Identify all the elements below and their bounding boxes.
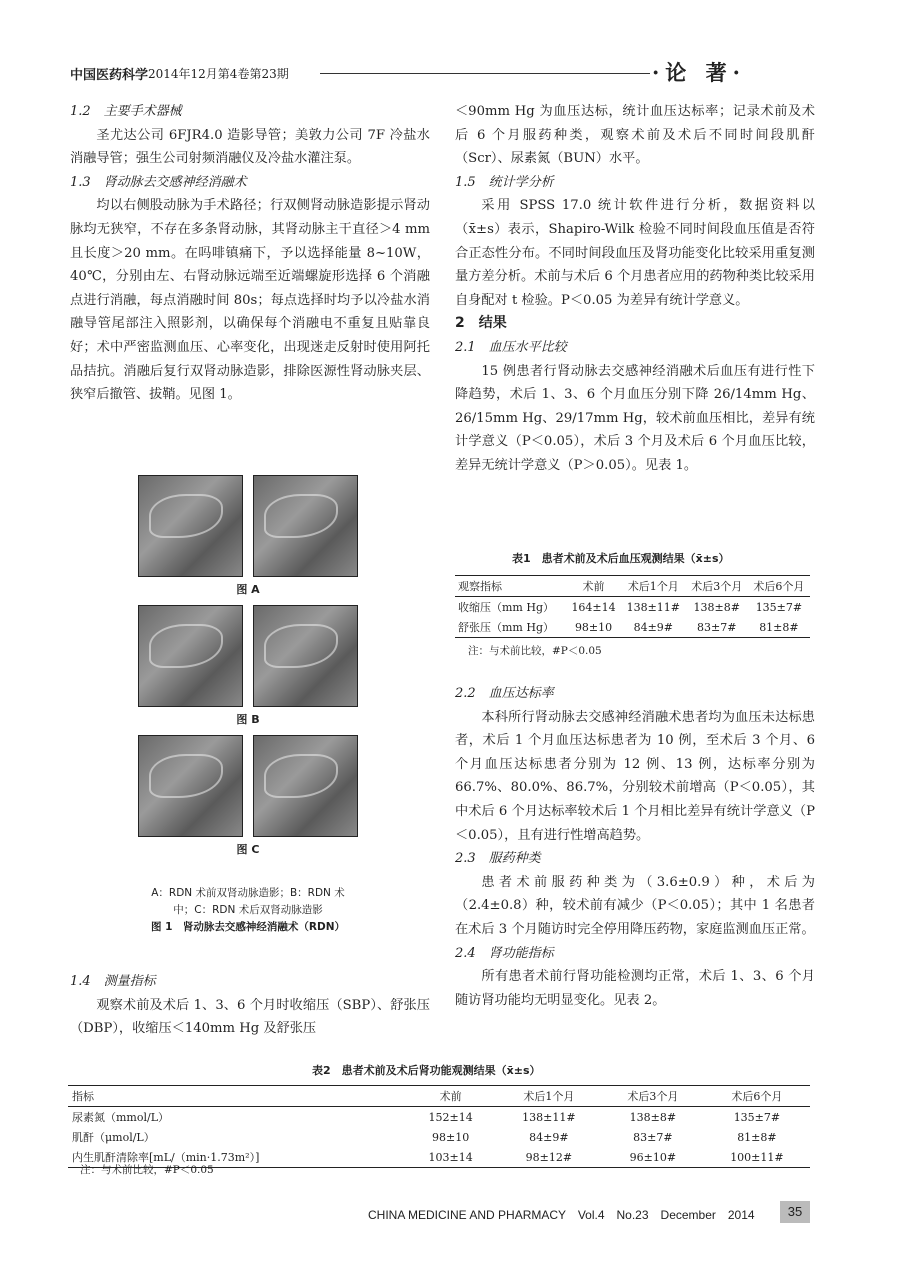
left-column-bottom	[70, 970, 430, 1041]
left-column-top	[70, 100, 430, 407]
section-heading: 1.5 统计学分析	[455, 174, 554, 190]
column-header: 术前	[582, 580, 605, 593]
header-rule	[320, 73, 650, 74]
paragraph: 圣尤达公司 6FJR4.0 造影导管；美敦力公司 7F 冷盐水消融导管；强生公司射频消融仪及冷盐水灌注泵。	[70, 127, 430, 167]
angiogram-image	[253, 605, 358, 707]
section-heading: 1.3 肾动脉去交感神经消融术	[70, 174, 247, 190]
section-label: ·论 著·	[652, 60, 746, 85]
angiogram-image	[253, 735, 358, 837]
section-heading: 1.2 主要手术器械	[70, 104, 182, 119]
angiogram-image	[138, 605, 243, 707]
table-cell: 98±12#	[525, 1150, 573, 1164]
column-header: 术后1个月	[523, 1090, 575, 1103]
right-column-bottom	[455, 682, 815, 1012]
table-row	[455, 597, 810, 618]
column-header: 术后3个月	[627, 1090, 679, 1103]
figure-label: 图 C	[236, 843, 260, 856]
paragraph: ＜90mm Hg 为血压达标，统计血压达标率；记录术前及术后 6 个月服药种类，观察术前及术后不同时间段肌酐（Scr）、尿素氮（BUN）水平。	[455, 104, 815, 167]
table-cell: 81±8#	[737, 1130, 777, 1144]
table-cell: 138±11#	[626, 600, 681, 614]
table-row	[68, 1127, 810, 1147]
table-cell: 138±8#	[629, 1110, 677, 1124]
section-heading: 2.4 肾功能指标	[455, 945, 554, 961]
caption-line: 中；C：RDN 术后双肾动脉造影	[173, 904, 323, 916]
journal-name: 中国医药科学	[70, 68, 149, 83]
column-header: 术后6个月	[731, 1090, 783, 1103]
angiogram-image	[253, 475, 358, 577]
section-heading: 2 结果	[455, 315, 507, 332]
table-cell: 138±8#	[693, 600, 740, 614]
table-note: 注：与术前比较，#P＜0.05	[468, 645, 602, 657]
table-cell: 98±10	[432, 1130, 470, 1144]
paragraph: 均以右侧股动脉为手术路径；行双侧肾动脉造影提示肾动脉均无狭窄，不存在多条肾动脉，其肾动脉主干直径＞4 mm 且长度＞20 mm。在吗啡镇痛下，予以选择能量 8~10W，40℃，分别由左、右肾动脉远端至近端螺旋形选择 6 个消融点进行消融，每点消融时间 80s；每点选择时均予以冷盐水消融导管尾部注入照影剂，以确保每个消融电不重复且贴靠良好；术中严密监测血压、心率变化，出现迷走反射时使用阿托品拮抗。消融后复行双肾动脉造影，排除医源性肾动脉夹层、狭窄后撤管、拔鞘。见图 1。	[70, 198, 430, 403]
column-header: 观察指标	[458, 580, 502, 593]
table-cell: 98±10	[574, 620, 613, 634]
footer-text: CHINA MEDICINE AND PHARMACY Vol.4 No.23 December 2014	[368, 1208, 755, 1222]
column-header: 术后3个月	[691, 580, 743, 593]
column-header: 指标	[72, 1090, 94, 1103]
section-heading: 2.3 服药种类	[455, 851, 541, 867]
figure-1	[138, 475, 358, 857]
paragraph: 观察术前及术后 1、3、6 个月时收缩压（SBP）、舒张压（DBP），收缩压＜140mm Hg 及舒张压	[70, 997, 430, 1037]
table-cell: 103±14	[428, 1150, 473, 1164]
angiogram-image	[138, 475, 243, 577]
table-cell: 83±7#	[697, 620, 737, 634]
right-column-top	[455, 100, 815, 478]
table-cell: 84±9#	[529, 1130, 569, 1144]
page-number: 35	[780, 1201, 810, 1223]
table-cell: 138±11#	[522, 1110, 576, 1124]
paragraph: 采用 SPSS 17.0 统计软件进行分析，数据资料以（x̄±s）表示，Shapiro-Wilk 检验不同时间段血压值是否符合正态性分布。不同时间段血压及肾功能变化比较采用重复测量方差分析。术前与术后 6 个月患者应用的药物种类比较采用自身配对 t 检验。P＜0.05 为差异有统计学意义。	[455, 198, 815, 308]
table-cell: 81±8#	[759, 620, 799, 634]
paragraph: 所有患者术前行肾功能检测均正常，术后 1、3、6 个月随访肾功能均无明显变化。见表 2。	[455, 969, 815, 1008]
table-cell: 舒张压（mm Hg）	[458, 621, 554, 634]
table-cell: 收缩压（mm Hg）	[458, 601, 554, 614]
caption-title: 图 1 肾动脉去交感神经消融术（RDN）	[150, 921, 346, 933]
table-1	[455, 575, 810, 638]
section-heading: 2.2 血压达标率	[455, 686, 554, 701]
column-header: 术后1个月	[627, 580, 679, 593]
caption-line: A：RDN 术前双肾动脉造影；B：RDN 术	[151, 887, 345, 899]
section-heading: 1.4 测量指标	[70, 974, 156, 989]
table-row	[68, 1107, 810, 1128]
column-header: 术后6个月	[753, 580, 805, 593]
table-title: 表1 患者术前及术后血压观测结果（x̄±s）	[512, 552, 730, 565]
table-cell: 135±7#	[733, 1110, 781, 1124]
table-row	[455, 617, 810, 638]
table-cell: 164±14	[571, 600, 616, 614]
table-cell: 83±7#	[633, 1130, 673, 1144]
table-cell: 肌酐（μmol/L）	[72, 1131, 155, 1144]
figure-caption	[120, 885, 376, 936]
table-cell: 100±11#	[730, 1150, 784, 1164]
issue-info: 2014年12月第4卷第23期	[148, 67, 289, 81]
column-header: 术前	[439, 1090, 462, 1103]
paragraph: 15 例患者行肾动脉去交感神经消融术后血压有进行性下降趋势，术后 1、3、6 个月血压分别下降 26/14mm Hg、26/15mm Hg、29/17mm Hg，较术前血压相比，差异有统计学意义（P＜0.05），术后 3 个月及术后 6 个月血压比较，差异无统计学意义（P＞0.05）。见表 1。	[455, 363, 815, 473]
paragraph: 本科所行肾动脉去交感神经消融术患者均为血压未达标患者，术后 1 个月血压达标患者为 10 例，至术后 3 个月、6 个月血压达标患者分别为 12 例、13 例，达标率分别为 66.7%、80.0%、86.7%，分别较术前增高（P＜0.05），其中术后 6 个月达标率较术后 1 个月相比差异有统计学意义（P＜0.05），且有进行性增高趋势。	[455, 709, 815, 843]
table-cell: 84±9#	[633, 620, 674, 634]
figure-label: 图 B	[236, 713, 260, 726]
table-cell: 尿素氮（mmol/L）	[72, 1111, 170, 1124]
angiogram-image	[138, 735, 243, 837]
figure-label: 图 A	[236, 583, 260, 596]
table-cell: 内生肌酐清除率[mL/（min·1.73m²）]	[72, 1151, 260, 1164]
table-title: 表2 患者术前及术后肾功能观测结果（x̄±s）	[312, 1064, 541, 1077]
table-cell: 152±14	[428, 1110, 473, 1124]
table-2	[68, 1085, 810, 1168]
table-note: 注：与术前比较，#P＜0.05	[80, 1164, 214, 1176]
table-cell: 135±7#	[755, 600, 803, 614]
table-cell: 96±10#	[629, 1150, 677, 1164]
paragraph: 患者术前服药种类为（3.6±0.9）种，术后为（2.4±0.8）种，较术前有减少（P＜0.05）；其中 1 名患者在术后 3 个月随访时完全停用降压药物，家庭监测血压正常。	[455, 874, 815, 937]
section-heading: 2.1 血压水平比较	[455, 339, 567, 355]
